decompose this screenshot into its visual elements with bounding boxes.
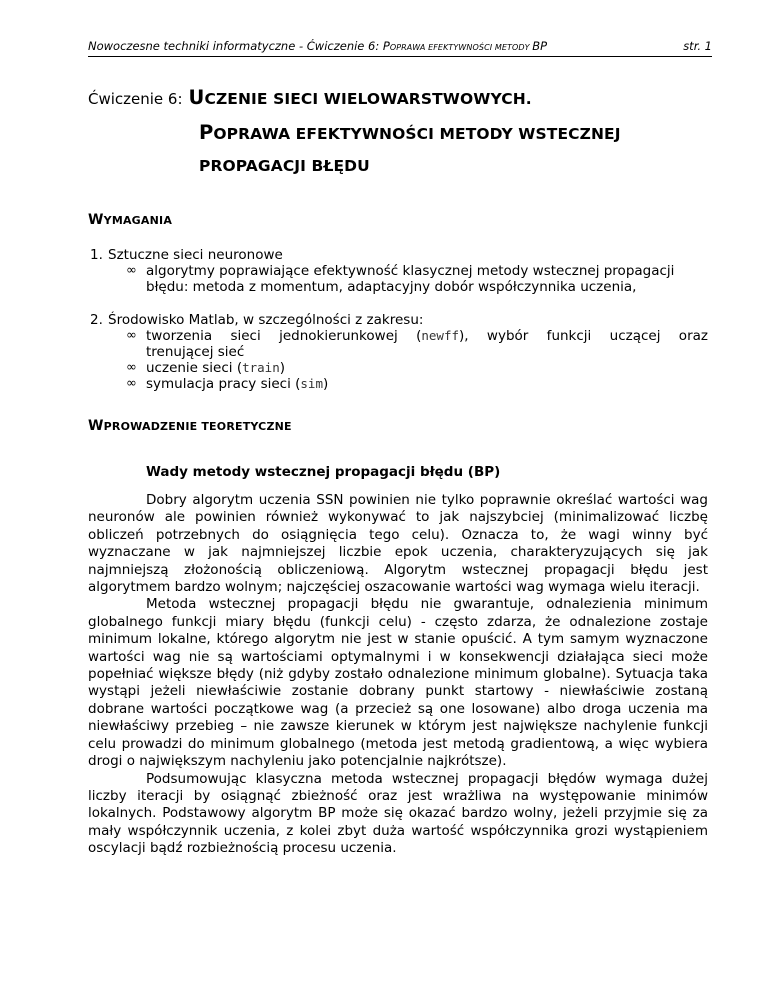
header-page-number: str. 1 — [683, 39, 712, 53]
exercise-topic: UCZENIE SIECI WIELOWARSTWOWYCH. — [188, 86, 532, 109]
code-newff: newff — [421, 328, 460, 343]
paragraph: Podsumowując klasyczna metoda wstecznej propagacji błędów wymaga dużej liczby iteracji by osiągnąć zbieżność oraz jest wrażliwa na występowanie minimów lokalnych. Podstawowy algorytm BP może się okazać bardzo wolny, jeżeli przyjmie się za mały współczynnik uczenia, z kolei zbyt duża wartość współczynnika grozi wystąpieniem oscylacji bądź rozbieżnością procesu uczenia. — [88, 770, 708, 857]
requirement-bullet: ∞ symulacja pracy sieci (sim) — [126, 376, 329, 392]
infinity-bullet-icon: ∞ — [126, 376, 137, 391]
requirement-bullet: ∞ tworzenia sieci jednokierunkowej (newff), wybór funkcji uczącej oraz trenującej sieć — [126, 328, 708, 360]
exercise-title — [88, 86, 532, 109]
section-heading-introduction: WPROWADZENIE TEORETYCZNE — [88, 418, 292, 434]
exercise-subtitle-line-1: POPRAWA EFEKTYWNOŚCI METODY WSTECZNEJ — [199, 121, 621, 144]
section-heading-requirements: WYMAGANIA — [88, 212, 173, 228]
infinity-bullet-icon: ∞ — [126, 328, 137, 343]
requirement-bullet: ∞ uczenie sieci (train) — [126, 360, 286, 376]
code-train: train — [242, 360, 280, 375]
infinity-bullet-icon: ∞ — [126, 360, 137, 375]
document-page: Nowoczesne techniki informatyczne - Ćwiczenie 6: POPRAWA EFEKTYWNOŚCI METODY BP str. 1 Ćwiczenie 6: UCZENIE SIECI WIELOWARSTWOWYCH. POPRAWA EFEKTYWNOŚCI METODY WSTECZNEJ PROPAGACJI BŁĘDU WYMAGANIA 1. Sztuczne sieci neuronowe ∞ algorytmy poprawiające efektywność klasycznej metody wstecznej propagacji błędu: metoda z momentum, adaptacyjny dobór współczynnika uczenia, 2. Środowisko Matlab, w szczególności z zakresu: ∞ tworzenia sieci jednokierunkowej (newff), wybór funkcji uczącej oraz trenującej sieć ∞ uczenie sieci (train) ∞ symulacja pracy sieci (sim) WPROWADZENIE TEORETYCZNE Wady metody wstecznej propagacji błędu (BP) Dobry algorytm uczenia SSN powinien nie tylko poprawnie określać wartości wag neuronów ale powinien również wykonywać to jak najszybciej (minimalizować liczbę obliczeń potrzebnych do osiągnięcia tego celu). Oznacza to, że wagi winny być wyznaczane w jak najmniejszej liczbie epok uczenia, charakteryzujących się jak najmniejszą złożonością obliczeniową. Algorytm wstecznej propagacji błędu jest algorytmem bardzo wolnym; najczęściej oszacowanie wartości wag wymaga wielu iteracji. Metoda wstecznej propagacji błędu nie gwarantuje, odnalezienia minimum globalnego funkcji miary błędu (funkcji celu) - często zdarza, że odnalezione zostaje minimum lokalne, którego algorytm nie jest w stanie opuścić. A tym samym wyznaczone wartości wag nie są wartościami optymalnymi i w konsekwencji działająca sieci może popełniać większe błędy (niż gdyby zostało odnalezione minimum globalne). Sytuacja taka wystąpi jeżeli niewłaściwie zostanie dobrany punkt startowy - niewłaściwie zostaną dobrane wartości początkowe wag (a przecież są one losowane) albo droga uczenia ma niewłaściwy przebieg – nie zawsze kierunek w którym jest największe nachylenie funkcji celu prowadzi do minimum globalnego (metoda jest metodą gradientową, a więc wybiera drogi o największym nachyleniu jako potencjalnie najkrótsze). Podsumowując klasyczna metoda wstecznej propagacji błędów wymaga dużej liczby iteracji by osiągnąć zbieżność oraz jest wrażliwa na występowanie minimów lokalnych. Podstawowy algorytm BP może się okazać bardzo wolny, jeżeli przyjmie się za mały współczynnik uczenia, z kolei zbyt duża wartość współczynnika grozi wystąpieniem oscylacji bądź rozbieżnością procesu uczenia. — [0, 0, 768, 994]
subsection-heading: Wady metody wstecznej propagacji błędu (BP) — [146, 464, 501, 480]
running-header — [88, 36, 712, 57]
header-course-title: Nowoczesne techniki informatyczne - Ćwiczenie 6: POPRAWA EFEKTYWNOŚCI METODY BP — [88, 39, 548, 53]
body-text — [88, 492, 708, 858]
code-sim: sim — [300, 376, 323, 391]
paragraph: Metoda wstecznej propagacji błędu nie gwarantuje, odnalezienia minimum globalnego funkcji miary błędu (funkcji celu) - często zdarza, że odnalezione zostaje minimum lokalne, którego algorytm nie jest w stanie opuścić. A tym samym wyznaczone wartości wag nie są wartościami optymalnymi i w konsekwencji działająca sieci może popełniać większe błędy (niż gdyby zostało odnalezione minimum globalne). Sytuacja taka wystąpi jeżeli niewłaściwie zostanie dobrany punkt startowy - niewłaściwie zostaną dobrane wartości początkowe wag (a przecież są one losowane) albo droga uczenia ma niewłaściwy przebieg – nie zawsze kierunek w którym jest największe nachylenie funkcji celu prowadzi do minimum globalnego (metoda jest metodą gradientową, a więc wybiera drogi o największym nachyleniu jako potencjalnie najkrótsze). — [88, 596, 708, 770]
exercise-number: Ćwiczenie 6: — [88, 90, 183, 108]
requirement-bullet: ∞ algorytmy poprawiające efektywność klasycznej metody wstecznej propagacji błędu: metoda z momentum, adaptacyjny dobór współczynnika uczenia, — [126, 263, 675, 295]
paragraph: Dobry algorytm uczenia SSN powinien nie tylko poprawnie określać wartości wag neuronów ale powinien również wykonywać to jak najszybciej (minimalizować liczbę obliczeń potrzebnych do osiągnięcia tego celu). Oznacza to, że wagi winny być wyznaczane w jak najmniejszej liczbie epok uczenia, charakteryzujących się jak najmniejszą złożonością obliczeniową. Algorytm wstecznej propagacji błędu jest algorytmem bardzo wolnym; najczęściej oszacowanie wartości wag wymaga wielu iteracji. — [88, 492, 708, 596]
exercise-subtitle-line-2: PROPAGACJI BŁĘDU — [199, 157, 370, 175]
infinity-bullet-icon: ∞ — [126, 263, 137, 278]
